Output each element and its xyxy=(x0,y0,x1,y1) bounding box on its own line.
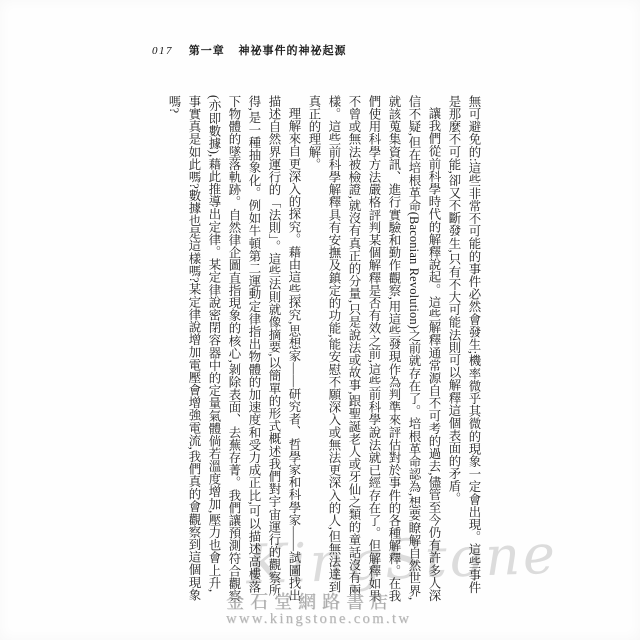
chapter-label: 第一章 xyxy=(188,45,225,57)
paragraph: 理解來自更深入的探究。藉由這些探究,思想家——研究者、哲學家和科學家——試圖找出描述自然界運行的「法則」。這些法則就像摘要,以簡單的形式概述我們對宇宙運行的觀察所得,是一種抽象化。例如牛頓第二運動定律指出物體的加速度和受力成正比,可以描述高樓落下物體的墜落軌跡。自然律企圖直指現象的核心,剝除表面、去蕪存菁。我們讓預測符合觀察(亦即數據),藉此推導出定律。某定律說密閉容器中的定量氣體倘若溫度增加,壓力也會上升,事實真是如此嗎?數據也是這樣嗎?某定律說增加電壓會增強電流,我們真的會觀察到這個現象嗎? xyxy=(167,95,301,603)
page-number: 017 xyxy=(152,45,173,57)
watermark-store-url: www.kingstone.com.tw xyxy=(226,611,412,627)
running-head xyxy=(152,42,347,58)
watermark-store-name: 金石堂網路書店 xyxy=(226,592,394,612)
chapter-title: 神祕事件的神祕起源 xyxy=(238,45,347,57)
body-text-vertical xyxy=(160,95,484,603)
watermark-script-text: KingStone xyxy=(244,522,559,597)
paragraph: 讓我們從前科學時代的解釋說起。這些解釋通常源自不可考的過去,儘管至今仍有許多人深信不疑,但在培根革命(Baconian Revolution)之前就存在了。培根革命認為,想要瞭解自然世界,就該蒐集資訊、進行實驗和勤作觀察,用這些發現作為判準來評估對於事件的各種解釋。在我們使用科學方法嚴格評判某個解釋是否有效之前,這些前科學說法就已經存在了。但解釋如果不曾或無法被檢證,就沒有真正的分量,只是說法或故事,跟聖誕老人或牙仙之類的童話沒有兩樣。這些前科學解釋具有安撫及鎮定的功能,能安慰不願深入或無法更深入的人,但無法達到真正的理解。 xyxy=(307,95,441,603)
paragraph: 無可避免的:這些非常不可能的事件必然會發生;機率微乎其微的現象一定會出現。這些事件是那麼不可能,卻又不斷發生,只有不大可能法則可以解釋這個表面的矛盾。 xyxy=(447,95,481,594)
